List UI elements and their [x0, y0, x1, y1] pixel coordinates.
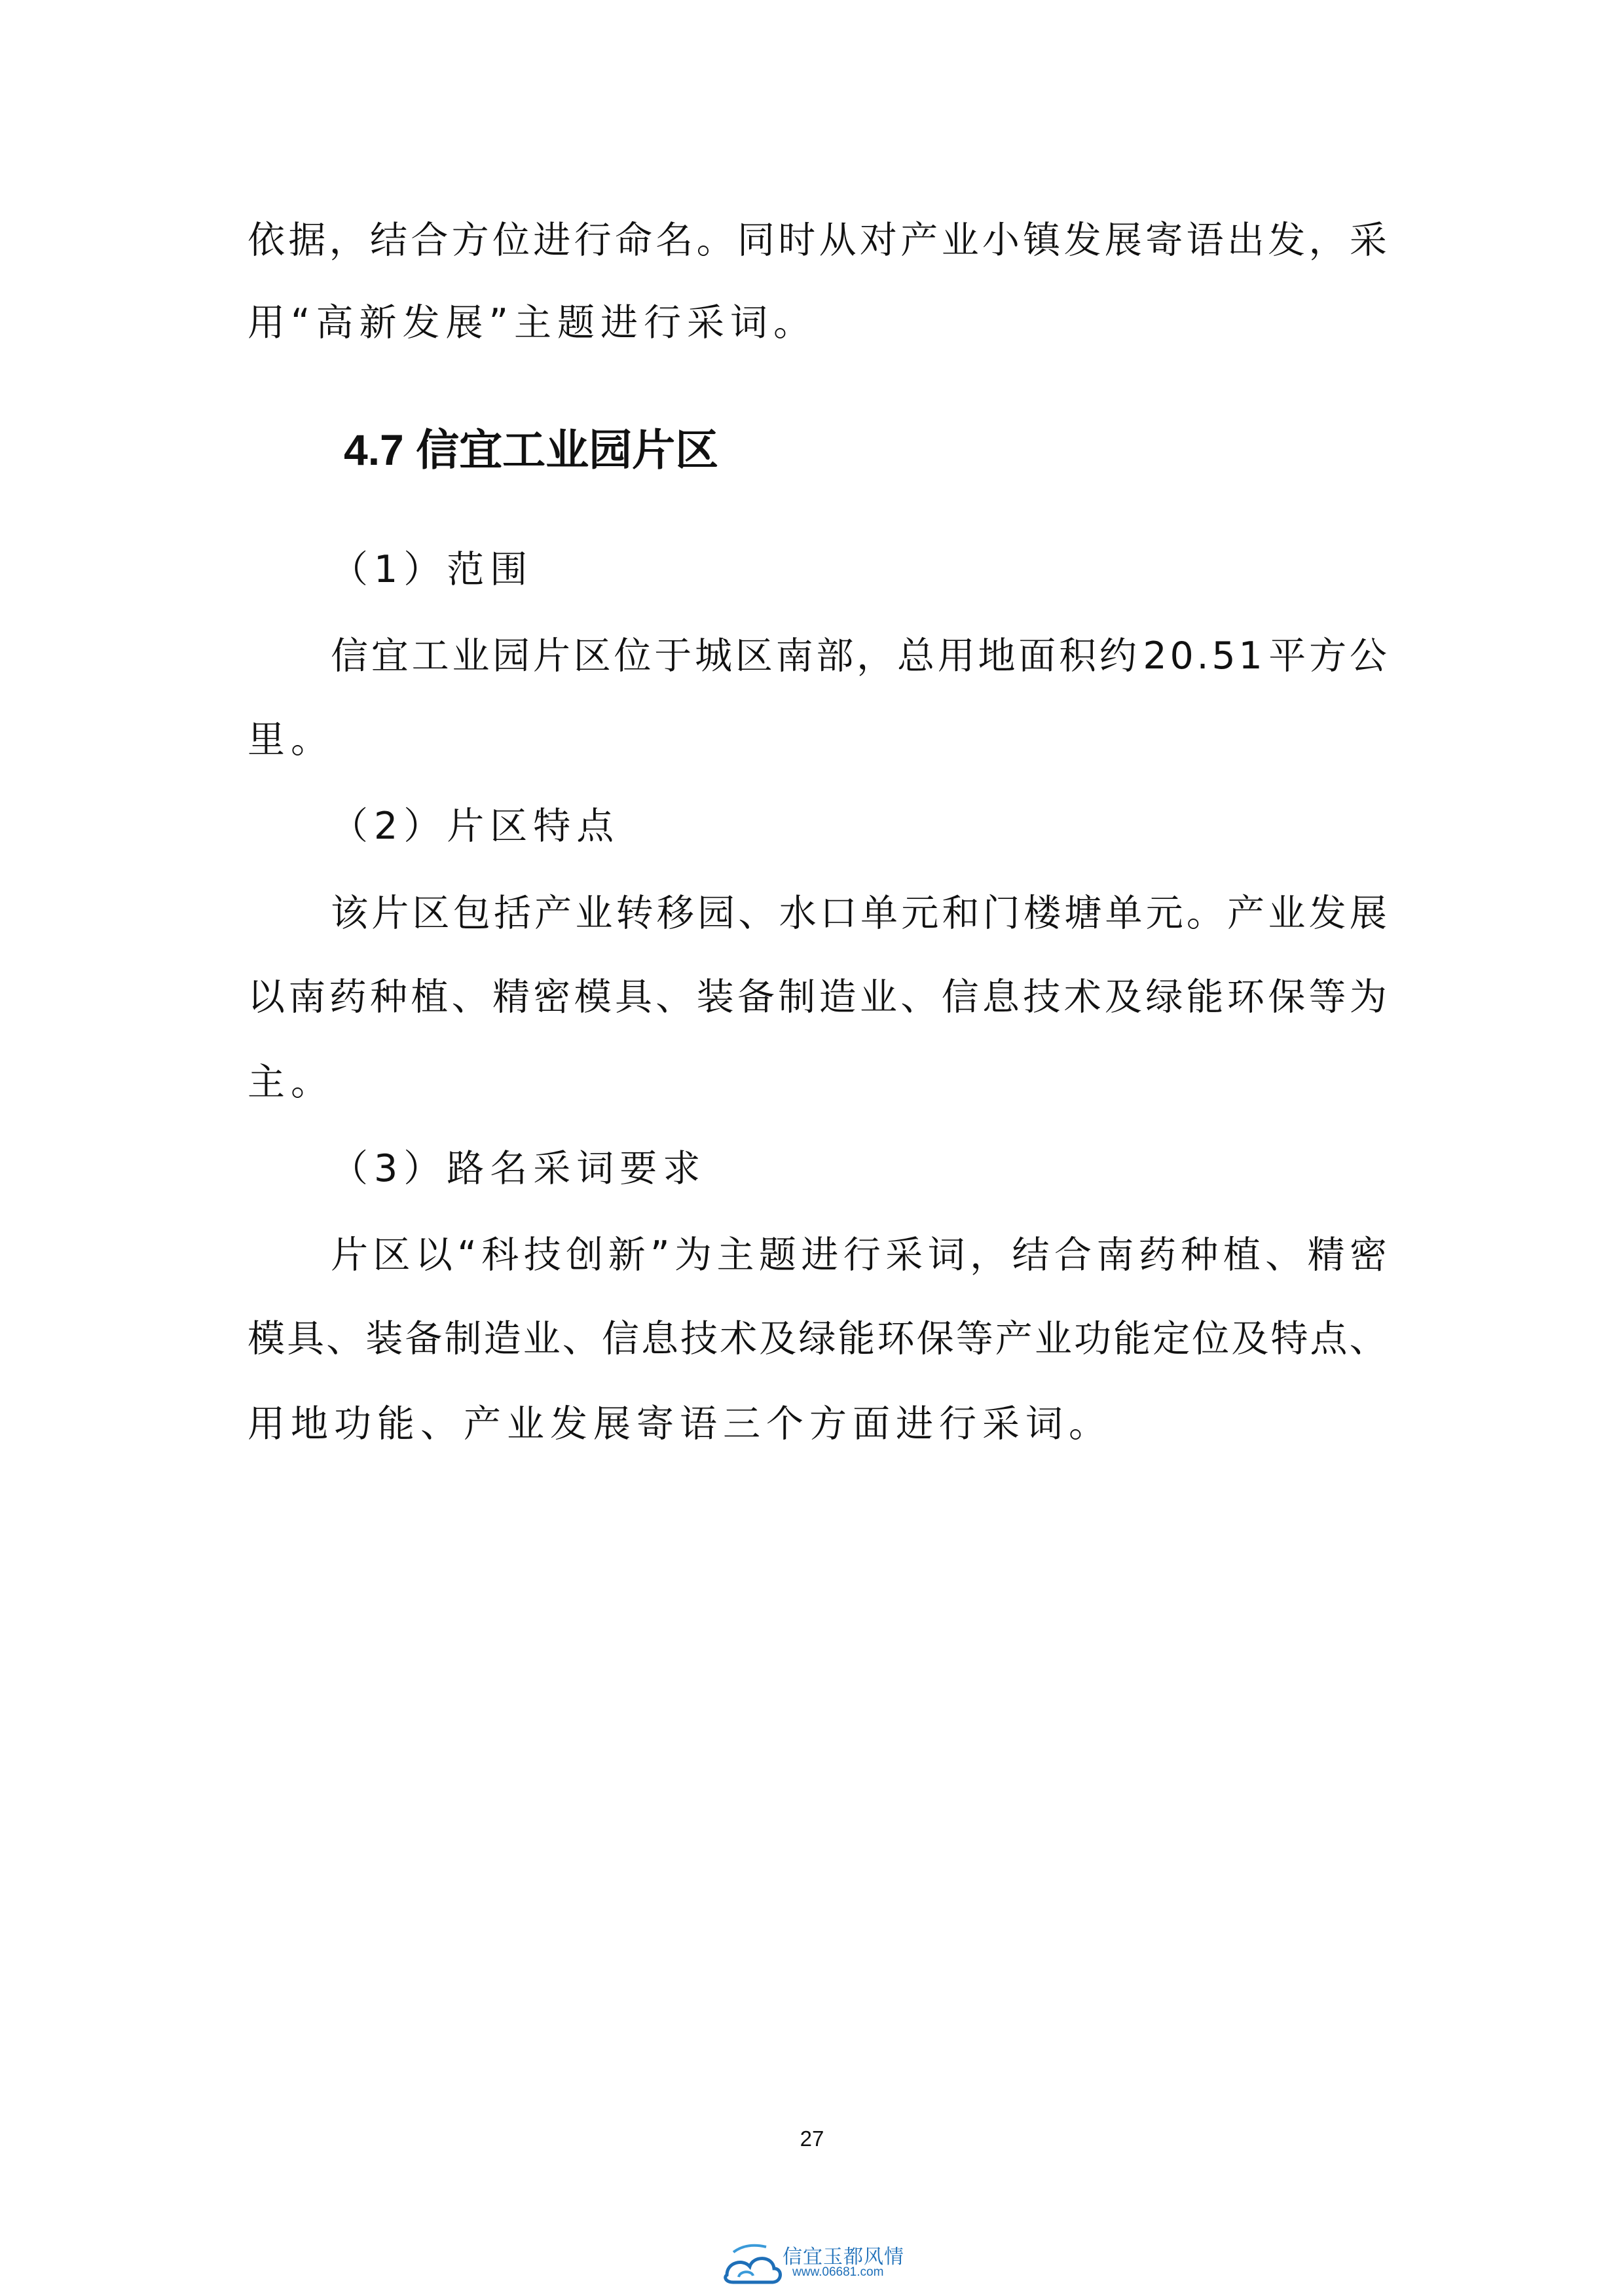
paragraph-line: 里。	[248, 718, 334, 761]
subheading-characteristics: （2）片区特点	[331, 805, 620, 848]
paragraph-line: 模 具 、 装 备 制 造 业 、 信 息 技 术 及 绿 能 环 保 等 产 业 功 能 定 位 及 特 点 、	[248, 1317, 1387, 1360]
page-number: 27	[800, 2126, 824, 2151]
paragraph-line: 该 片 区 包 括 产 业 转 移 园 、 水 口 单 元 和 门 楼 塘 单 元 。 产 业 发 展	[331, 892, 1387, 935]
paragraph-line: 依 据 ， 结 合 方 位 进 行 命 名 。 同 时 从 对 产 业 小 镇 发 展 寄 语 出 发 ， 采	[248, 219, 1387, 262]
paragraph-line: 信 宜 工 业 园 片 区 位 于 城 区 南 部 ， 总 用 地 面 积 约 2 0 . 5 1 平 方 公	[331, 634, 1387, 678]
watermark-logo	[720, 2239, 910, 2290]
subheading-naming-requirements: （3）路名采词要求	[331, 1147, 707, 1190]
cloud-swirl-icon	[720, 2239, 786, 2290]
paragraph-line: 片 区 以 “ 科 技 创 新 ” 为 主 题 进 行 采 词 ， 结 合 南 药 种 植 、 精 密	[331, 1233, 1387, 1277]
watermark-url: www.06681.com	[792, 2265, 884, 2279]
paragraph-line: 用“高新发展”主题进行采词。	[248, 301, 817, 344]
section-heading: 4.7 信宜工业园片区	[344, 426, 719, 474]
paragraph-line: 主。	[248, 1061, 334, 1104]
paragraph-line: 以 南 药 种 植 、 精 密 模 具 、 装 备 制 造 业 、 信 息 技 术 及 绿 能 环 保 等 为	[248, 975, 1387, 1019]
subheading-scope: （1）范围	[331, 548, 534, 591]
paragraph-line: 用地功能、产业发展寄语三个方面进行采词。	[248, 1402, 1112, 1446]
watermark-text: 信宜玉都风情	[783, 2246, 904, 2269]
